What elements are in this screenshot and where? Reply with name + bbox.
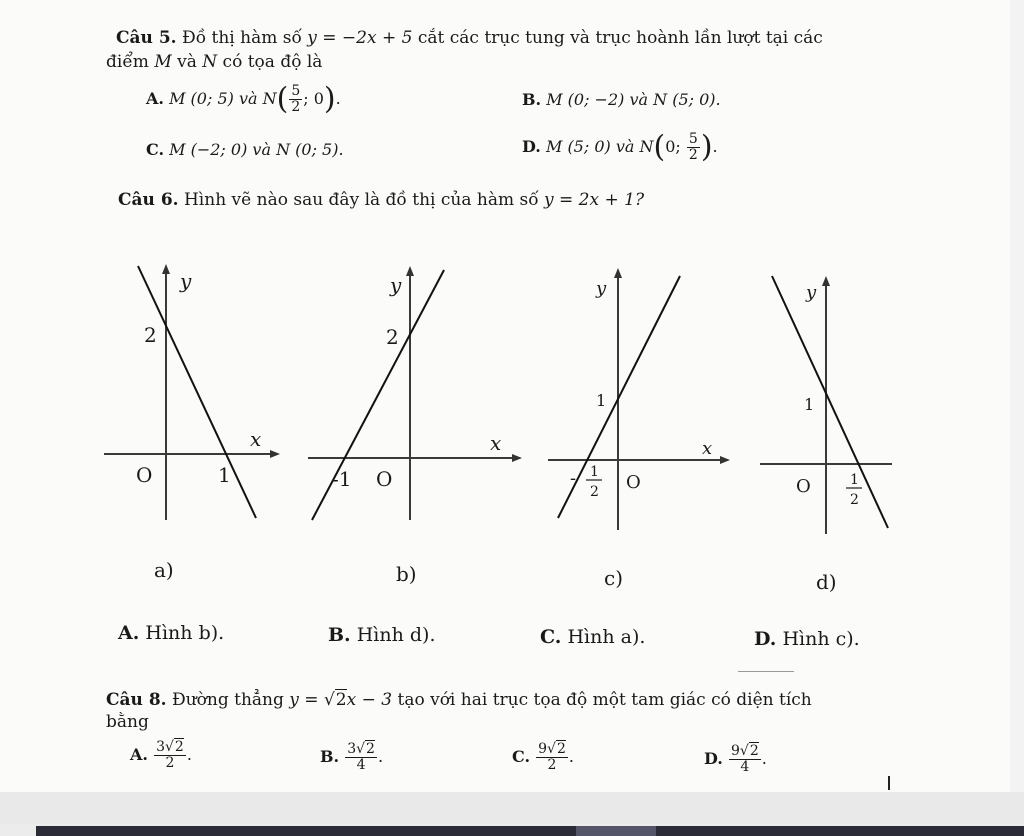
- graph-c-y-arrow: [614, 268, 622, 278]
- q5-option-d-fraction: $\frac{5}{2}$: [688, 131, 698, 163]
- q8-function-root: 2: [335, 690, 347, 710]
- graph-c-y-intercept-label: 1: [596, 391, 607, 410]
- q8-option-d-letter: D.: [704, 749, 723, 768]
- q8-text1: Đường thẳng: [171, 690, 290, 710]
- graph-a-x-arrow: [270, 450, 280, 458]
- page-edge: [1010, 0, 1024, 792]
- q6-option-c-text: Hình a).: [567, 626, 646, 648]
- graph-a-y-label: y: [180, 269, 192, 293]
- graph-b-y-arrow: [406, 266, 414, 276]
- graph-d-y-intercept-label: 1: [804, 395, 815, 414]
- q8-stem-line2: bằng: [106, 712, 149, 732]
- graph-c-x-intercept-denominator: 2: [590, 484, 599, 500]
- q5-option-a-fraction: $\frac{5}{2}$: [291, 83, 301, 115]
- q5-option-b-letter: B.: [522, 90, 542, 109]
- graph-c-y-label: y: [596, 278, 607, 299]
- q5-option-c[interactable]: [146, 140, 344, 159]
- graph-b-caption: b): [396, 562, 417, 586]
- q5-stem-line2: [106, 52, 322, 72]
- graph-c-x-arrow: [720, 456, 730, 464]
- q5-line2-part2: và: [171, 52, 203, 72]
- viewer-bottom-area: [0, 792, 1024, 824]
- q8-stem-line1: Câu 8. Đường thẳng y = √2x − 3 tạo với hai trục tọa độ một tam giác có diện tích: [106, 690, 812, 710]
- q5-option-a-letter: A.: [146, 89, 164, 108]
- graph-d-y-label: y: [806, 282, 817, 303]
- graph-a-x-intercept-label: 1: [218, 463, 231, 487]
- q6-option-d-text: Hình c).: [782, 628, 860, 650]
- graph-d: [756, 270, 896, 536]
- q5-point-m: M: [154, 52, 172, 72]
- q8-option-b-letter: B.: [320, 747, 340, 766]
- graph-c-x-intercept-sign: -: [570, 468, 577, 489]
- graph-a-y-intercept-label: 2: [144, 323, 157, 347]
- q6-stem: [118, 190, 644, 210]
- q5-stem-line1: [116, 28, 823, 48]
- graph-b: [304, 262, 524, 522]
- q6-option-d-letter: D.: [754, 628, 777, 650]
- q8-option-c-letter: C.: [512, 747, 531, 766]
- graph-a-line: [138, 266, 256, 518]
- q5-text1: Đồ thị hàm số: [181, 28, 308, 48]
- graph-c: [540, 262, 740, 532]
- q6-option-b-text: Hình d).: [356, 624, 436, 646]
- graph-a-caption: a): [154, 558, 174, 582]
- q8-function-suffix: x − 3: [346, 690, 393, 710]
- q5-line2-part3: có tọa độ là: [217, 52, 323, 72]
- q5-function: y = −2x + 5: [307, 28, 413, 48]
- q6-option-a-letter: A.: [118, 622, 140, 644]
- q8-option-d-fraction: $\frac{9√2}{4}$: [730, 743, 759, 775]
- q6-option-a-text: Hình b).: [145, 622, 225, 644]
- q5-option-d-inner: 0;: [665, 137, 686, 156]
- q5-option-b[interactable]: [522, 90, 721, 109]
- q8-text2: tạo với hai trục tọa độ một tam giác có diện tích: [392, 690, 812, 710]
- toolbar-highlight: [576, 826, 656, 836]
- graph-d-caption: d): [816, 570, 837, 594]
- graph-d-line: [772, 276, 888, 528]
- q5-option-c-text: M (−2; 0) và N (0; 5).: [169, 140, 344, 159]
- q5-point-n: N: [202, 52, 218, 72]
- graph-d-y-arrow: [822, 276, 830, 286]
- graph-d-x-intercept-numerator: 1: [850, 472, 859, 488]
- graph-c-x-label: x: [702, 438, 713, 459]
- q6-function: y = 2x + 1?: [544, 190, 645, 210]
- q8-option-d[interactable]: D. $\frac{9√2}{4}$ .: [704, 743, 767, 775]
- pencil-mark: [738, 671, 794, 672]
- graph-a: [100, 262, 280, 522]
- graph-b-x-intercept-label: -1: [332, 467, 352, 491]
- q5-line2-part1: điểm: [106, 52, 155, 72]
- graph-b-origin-label: O: [376, 467, 393, 491]
- q5-option-b-text: M (0; −2) và N (5; 0).: [546, 90, 721, 109]
- q8-option-a-fraction: $\frac{3√2}{2}$: [156, 739, 184, 771]
- q8-option-a[interactable]: A. $\frac{3√2}{2}$ .: [130, 739, 192, 771]
- graph-a-origin-label: O: [136, 463, 153, 487]
- q5-text2: cắt các trục tung và trục hoành lần lượt tại các: [412, 28, 823, 48]
- q6-option-b[interactable]: [328, 624, 436, 646]
- q5-option-a-tail: ; 0: [303, 89, 324, 108]
- graph-c-caption: c): [604, 566, 624, 590]
- graph-b-y-label: y: [390, 273, 402, 297]
- q5-option-d-text: M (5; 0) và N: [545, 137, 654, 156]
- q6-option-a[interactable]: [118, 622, 224, 644]
- graph-b-x-label: x: [490, 431, 502, 455]
- graph-a-y-arrow: [162, 264, 170, 274]
- q8-option-c[interactable]: C. $\frac{9√2}{2}$ .: [512, 741, 574, 773]
- graph-c-x-intercept-numerator: 1: [590, 464, 599, 480]
- text-cursor: [888, 776, 890, 790]
- q6-label: Câu 6.: [118, 190, 179, 210]
- q8-option-a-letter: A.: [130, 745, 148, 764]
- graph-a-x-label: x: [250, 427, 262, 451]
- graph-d-origin-label: O: [796, 476, 811, 497]
- q5-option-d[interactable]: D. M (5; 0) và N(0; $\frac{5}{2}$ ).: [522, 129, 718, 165]
- q6-option-c[interactable]: [540, 626, 645, 648]
- q6-text: Hình vẽ nào sau đây là đồ thị của hàm số: [183, 190, 545, 210]
- q8-option-c-fraction: $\frac{9√2}{2}$: [538, 741, 566, 773]
- graph-d-x-intercept-denominator: 2: [850, 492, 859, 508]
- q5-label: Câu 5.: [116, 28, 177, 48]
- graph-b-y-intercept-label: 2: [386, 325, 399, 349]
- q8-function-prefix: y =: [289, 690, 324, 710]
- q8-label: Câu 8.: [106, 690, 167, 710]
- q5-option-c-letter: C.: [146, 140, 165, 159]
- q6-option-c-letter: C.: [540, 626, 562, 648]
- graph-c-origin-label: O: [626, 472, 641, 493]
- bottom-toolbar: [36, 826, 1024, 836]
- q6-option-d[interactable]: [754, 628, 860, 650]
- q6-option-b-letter: B.: [328, 624, 351, 646]
- q5-option-a-text: M (0; 5) và N: [169, 89, 277, 108]
- q5-option-a[interactable]: A. M (0; 5) và N( $\frac{5}{2}$ ; 0).: [146, 81, 341, 117]
- q8-option-b-fraction: $\frac{3√2}{4}$: [347, 741, 375, 773]
- graph-b-x-arrow: [512, 454, 522, 462]
- q5-option-d-letter: D.: [522, 137, 541, 156]
- q8-option-b[interactable]: B. $\frac{3√2}{4}$ .: [320, 741, 384, 773]
